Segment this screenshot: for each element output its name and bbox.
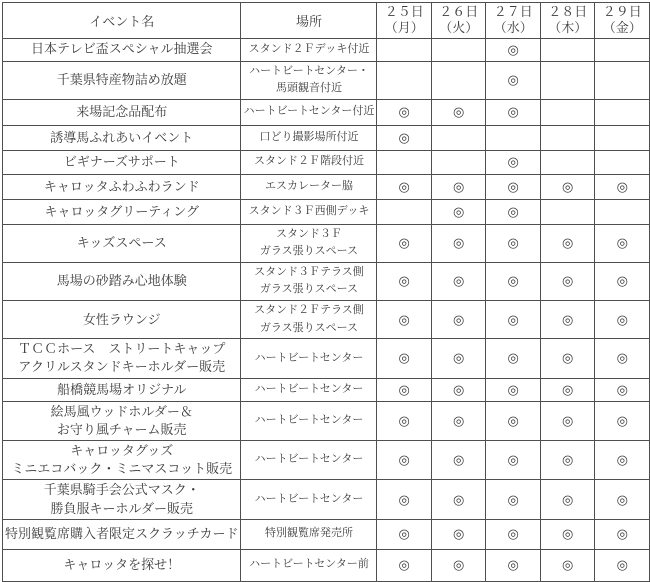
table-row — [3, 301, 650, 339]
attendance-cell — [377, 125, 432, 150]
attendance-cell — [377, 549, 432, 581]
day-header-date: ２９日 — [602, 4, 642, 19]
event-name-line: 来場記念品配布 — [76, 104, 168, 120]
double-circle-mark: ◎ — [616, 235, 628, 251]
attendance-cell — [377, 480, 432, 519]
event-name-line: 千葉県騎手会公式マスク・ — [43, 482, 200, 498]
table-row — [3, 441, 650, 480]
attendance-cell — [486, 339, 541, 378]
event-name-cell — [3, 401, 241, 440]
double-circle-mark: ◎ — [398, 526, 410, 542]
place-cell — [241, 125, 377, 150]
attendance-cell — [431, 401, 486, 440]
double-circle-mark: ◎ — [507, 273, 519, 289]
double-circle-mark: ◎ — [453, 526, 465, 542]
attendance-cell — [377, 301, 432, 339]
event-name-cell — [3, 38, 241, 61]
attendance-cell — [377, 38, 432, 61]
place-line: スタンド３Ｆ西側デッキ — [248, 204, 370, 217]
double-circle-mark: ◎ — [507, 41, 519, 57]
attendance-cell — [486, 401, 541, 440]
double-circle-mark: ◎ — [616, 350, 628, 366]
place-line: ハートビートセンター — [254, 492, 364, 505]
attendance-cell — [595, 301, 650, 339]
attendance-cell — [431, 301, 486, 339]
double-circle-mark: ◎ — [507, 178, 519, 194]
place-cell — [241, 150, 377, 174]
double-circle-mark: ◎ — [562, 311, 574, 327]
attendance-cell — [431, 441, 486, 480]
attendance-cell — [595, 199, 650, 224]
attendance-cell — [595, 262, 650, 300]
place-line: スタンド２Ｆテラス側 — [254, 304, 364, 317]
table-row — [3, 519, 650, 549]
attendance-cell — [431, 519, 486, 549]
attendance-cell — [540, 61, 595, 99]
place-cell — [241, 480, 377, 519]
double-circle-mark: ◎ — [398, 129, 410, 145]
attendance-cell — [595, 61, 650, 99]
event-name-line: 日本テレビ盃スペシャル抽選会 — [31, 41, 213, 57]
table-row — [3, 99, 650, 125]
double-circle-mark: ◎ — [507, 557, 519, 573]
event-name-cell — [3, 480, 241, 519]
double-circle-mark: ◎ — [562, 350, 574, 366]
day-header-0 — [377, 3, 432, 39]
double-circle-mark: ◎ — [562, 235, 574, 251]
event-name-line: 女性ラウンジ — [82, 311, 161, 327]
double-circle-mark: ◎ — [562, 273, 574, 289]
place-line: ハートビートセンター — [254, 382, 364, 395]
double-circle-mark: ◎ — [453, 273, 465, 289]
event-name-line: キャロッタグッズ — [70, 443, 174, 458]
event-name-line: ミニエコバック・ミニマスコット販売 — [11, 461, 233, 477]
event-name-cell — [3, 339, 241, 378]
attendance-cell — [431, 378, 486, 401]
double-circle-mark: ◎ — [507, 452, 519, 468]
double-circle-mark: ◎ — [398, 235, 410, 251]
attendance-cell — [540, 301, 595, 339]
event-name-cell — [3, 262, 241, 300]
double-circle-mark: ◎ — [616, 491, 628, 507]
place-line: ガラス張りスペース — [259, 321, 359, 334]
attendance-cell — [486, 125, 541, 150]
double-circle-mark: ◎ — [453, 412, 465, 428]
event-name-line: キャロッタを探せ！ — [63, 557, 181, 573]
attendance-cell — [595, 480, 650, 519]
attendance-cell — [595, 99, 650, 125]
event-name-cell — [3, 174, 241, 199]
day-header-date: ２５日 — [384, 4, 424, 19]
table-row — [3, 549, 650, 581]
double-circle-mark: ◎ — [616, 452, 628, 468]
attendance-cell — [540, 262, 595, 300]
double-circle-mark: ◎ — [398, 273, 410, 289]
place-cell — [241, 99, 377, 125]
double-circle-mark: ◎ — [398, 557, 410, 573]
place-cell — [241, 262, 377, 300]
place-cell — [241, 519, 377, 549]
attendance-cell — [377, 150, 432, 174]
double-circle-mark: ◎ — [616, 178, 628, 194]
attendance-cell — [486, 301, 541, 339]
place-cell — [241, 174, 377, 199]
day-header-weekday: （月） — [384, 20, 424, 36]
event-name-line: キャロッタグリーティング — [44, 203, 199, 219]
event-name-cell — [3, 301, 241, 339]
day-header-weekday: （火） — [439, 20, 479, 36]
double-circle-mark: ◎ — [453, 350, 465, 366]
double-circle-mark: ◎ — [453, 178, 465, 194]
double-circle-mark: ◎ — [507, 350, 519, 366]
double-circle-mark: ◎ — [616, 381, 628, 397]
double-circle-mark: ◎ — [453, 203, 465, 219]
table-row — [3, 61, 650, 99]
table-row — [3, 150, 650, 174]
day-header-3 — [540, 3, 595, 39]
event-name-line: キャロッタふわふわランド — [43, 178, 200, 194]
attendance-cell — [540, 339, 595, 378]
table-header — [3, 3, 650, 39]
attendance-cell — [377, 519, 432, 549]
place-line: エスカレーター脇 — [264, 179, 353, 192]
day-header-weekday: （金） — [602, 20, 642, 36]
place-line: ハートビートセンター — [254, 414, 364, 427]
double-circle-mark: ◎ — [616, 273, 628, 289]
place-cell — [241, 38, 377, 61]
attendance-cell — [595, 401, 650, 440]
table-row — [3, 125, 650, 150]
attendance-cell — [486, 480, 541, 519]
attendance-cell — [377, 262, 432, 300]
attendance-cell — [540, 549, 595, 581]
double-circle-mark: ◎ — [453, 381, 465, 397]
attendance-cell — [377, 224, 432, 262]
event-name-line: 千葉県特産物詰め放題 — [56, 72, 187, 87]
attendance-cell — [595, 224, 650, 262]
double-circle-mark: ◎ — [398, 311, 410, 327]
attendance-cell — [377, 401, 432, 440]
place-line: ハートビートセンター — [254, 453, 364, 466]
attendance-cell — [377, 339, 432, 378]
double-circle-mark: ◎ — [398, 350, 410, 366]
attendance-cell — [486, 61, 541, 99]
event-name-cell — [3, 125, 241, 150]
attendance-cell — [431, 99, 486, 125]
double-circle-mark: ◎ — [562, 526, 574, 542]
attendance-cell — [486, 378, 541, 401]
event-name-line: 誘導馬ふれあいイベント — [50, 129, 194, 145]
attendance-cell — [595, 174, 650, 199]
double-circle-mark: ◎ — [398, 491, 410, 507]
attendance-cell — [540, 150, 595, 174]
header-row — [3, 3, 650, 39]
double-circle-mark: ◎ — [616, 412, 628, 428]
place-cell — [241, 401, 377, 440]
attendance-cell — [540, 519, 595, 549]
table-row — [3, 224, 650, 262]
double-circle-mark: ◎ — [507, 311, 519, 327]
attendance-cell — [431, 199, 486, 224]
table-row — [3, 401, 650, 440]
attendance-cell — [486, 519, 541, 549]
table-row — [3, 174, 650, 199]
event-name-cell — [3, 549, 241, 581]
attendance-cell — [377, 378, 432, 401]
attendance-cell — [540, 125, 595, 150]
attendance-cell — [431, 38, 486, 61]
event-name-cell — [3, 224, 241, 262]
double-circle-mark: ◎ — [398, 178, 410, 194]
attendance-cell — [431, 262, 486, 300]
table-row — [3, 378, 650, 401]
place-header: 場所 — [241, 3, 377, 39]
event-name-cell — [3, 99, 241, 125]
double-circle-mark: ◎ — [398, 104, 410, 120]
attendance-cell — [540, 378, 595, 401]
double-circle-mark: ◎ — [398, 381, 410, 397]
place-cell — [241, 549, 377, 581]
double-circle-mark: ◎ — [507, 72, 519, 88]
table-row — [3, 480, 650, 519]
place-line: スタンド２Ｆデッキ付近 — [248, 42, 370, 55]
day-header-1 — [431, 3, 486, 39]
double-circle-mark: ◎ — [507, 104, 519, 120]
event-name-line: 馬場の砂踏み心地体験 — [56, 273, 187, 289]
event-name-cell — [3, 199, 241, 224]
double-circle-mark: ◎ — [562, 491, 574, 507]
attendance-cell — [540, 401, 595, 440]
attendance-cell — [540, 199, 595, 224]
place-line: ハートビートセンター・ — [249, 64, 369, 77]
double-circle-mark: ◎ — [616, 526, 628, 542]
double-circle-mark: ◎ — [562, 412, 574, 428]
attendance-cell — [377, 61, 432, 99]
event-name-line: お守り風チャーム販売 — [56, 421, 187, 437]
attendance-cell — [595, 125, 650, 150]
double-circle-mark: ◎ — [562, 381, 574, 397]
attendance-cell — [377, 441, 432, 480]
event-name-cell — [3, 61, 241, 99]
double-circle-mark: ◎ — [507, 526, 519, 542]
double-circle-mark: ◎ — [507, 203, 519, 219]
place-cell — [241, 301, 377, 339]
event-name-cell — [3, 150, 241, 174]
event-name-line: 勝負服キーホルダー販売 — [50, 500, 193, 516]
place-line: スタンド３Ｆテラス側 — [254, 265, 364, 278]
event-name-line: ＴＣＣホース ストリートキャップ — [18, 341, 226, 357]
attendance-cell — [486, 150, 541, 174]
double-circle-mark: ◎ — [562, 452, 574, 468]
event-name-cell — [3, 519, 241, 549]
day-header-date: ２７日 — [493, 4, 533, 19]
double-circle-mark: ◎ — [453, 311, 465, 327]
event-name-cell — [3, 441, 241, 480]
attendance-cell — [595, 339, 650, 378]
event-name-line: 船橋競馬場オリジナル — [57, 381, 187, 397]
double-circle-mark: ◎ — [453, 452, 465, 468]
attendance-cell — [431, 339, 486, 378]
event-name-line: 特別観覧席購入者限定スクラッチカード — [5, 526, 239, 542]
attendance-cell — [595, 378, 650, 401]
place-line: 口どり撮影場所付近 — [259, 130, 359, 143]
place-cell — [241, 378, 377, 401]
place-line: ハートビートセンター前 — [249, 558, 369, 571]
attendance-cell — [377, 174, 432, 199]
place-line: ハートビートセンター — [254, 351, 364, 364]
day-header-4 — [595, 3, 650, 39]
table-body — [3, 38, 650, 581]
attendance-cell — [540, 174, 595, 199]
attendance-cell — [595, 519, 650, 549]
place-cell — [241, 224, 377, 262]
place-line: スタンド２Ｆ階段付近 — [253, 155, 364, 168]
double-circle-mark: ◎ — [562, 557, 574, 573]
attendance-cell — [431, 224, 486, 262]
attendance-cell — [431, 174, 486, 199]
place-cell — [241, 339, 377, 378]
attendance-cell — [431, 549, 486, 581]
attendance-cell — [595, 441, 650, 480]
place-line: 馬頭観音付近 — [275, 82, 342, 95]
double-circle-mark: ◎ — [453, 235, 465, 251]
double-circle-mark: ◎ — [562, 178, 574, 194]
attendance-cell — [486, 174, 541, 199]
double-circle-mark: ◎ — [507, 412, 519, 428]
double-circle-mark: ◎ — [507, 235, 519, 251]
double-circle-mark: ◎ — [398, 452, 410, 468]
place-cell — [241, 441, 377, 480]
day-header-date: ２６日 — [439, 4, 479, 19]
day-header-weekday: （水） — [493, 20, 533, 36]
double-circle-mark: ◎ — [507, 154, 519, 170]
attendance-cell — [486, 441, 541, 480]
attendance-cell — [486, 199, 541, 224]
double-circle-mark: ◎ — [453, 491, 465, 507]
double-circle-mark: ◎ — [616, 311, 628, 327]
double-circle-mark: ◎ — [453, 557, 465, 573]
double-circle-mark: ◎ — [398, 412, 410, 428]
place-line: ハートビートセンター付近 — [243, 105, 375, 118]
attendance-cell — [377, 99, 432, 125]
place-line: ガラス張りスペース — [259, 245, 359, 258]
attendance-cell — [540, 480, 595, 519]
attendance-cell — [377, 199, 432, 224]
attendance-cell — [540, 441, 595, 480]
place-line: ガラス張りスペース — [259, 283, 359, 296]
attendance-cell — [595, 38, 650, 61]
event-name-cell — [3, 378, 241, 401]
day-header-2 — [486, 3, 541, 39]
attendance-cell — [431, 125, 486, 150]
event-name-line: 絵馬風ウッドホルダー＆ — [50, 403, 193, 419]
day-header-weekday: （木） — [548, 20, 588, 36]
double-circle-mark: ◎ — [616, 557, 628, 573]
event-name-line: キッズスペース — [76, 235, 167, 251]
attendance-cell — [595, 150, 650, 174]
event-name-header: イベント名 — [3, 3, 241, 39]
attendance-cell — [431, 480, 486, 519]
attendance-cell — [486, 224, 541, 262]
attendance-cell — [486, 38, 541, 61]
event-schedule-table — [2, 2, 650, 582]
attendance-cell — [595, 549, 650, 581]
event-name-line: ビギナーズサポート — [63, 154, 180, 170]
table-row — [3, 199, 650, 224]
attendance-cell — [540, 38, 595, 61]
table-row — [3, 339, 650, 378]
place-cell — [241, 199, 377, 224]
place-line: 特別観覧席発売所 — [264, 527, 353, 540]
attendance-cell — [486, 262, 541, 300]
table-row — [3, 262, 650, 300]
place-cell — [241, 61, 377, 99]
attendance-cell — [486, 99, 541, 125]
day-header-date: ２８日 — [548, 4, 588, 19]
attendance-cell — [431, 150, 486, 174]
attendance-cell — [540, 224, 595, 262]
place-line: スタンド３Ｆ — [275, 227, 342, 240]
event-name-line: アクリルスタンドキーホルダー販売 — [18, 359, 226, 375]
double-circle-mark: ◎ — [453, 104, 465, 120]
attendance-cell — [431, 61, 486, 99]
double-circle-mark: ◎ — [507, 381, 519, 397]
attendance-cell — [486, 549, 541, 581]
double-circle-mark: ◎ — [507, 491, 519, 507]
table-row — [3, 38, 650, 61]
attendance-cell — [540, 99, 595, 125]
